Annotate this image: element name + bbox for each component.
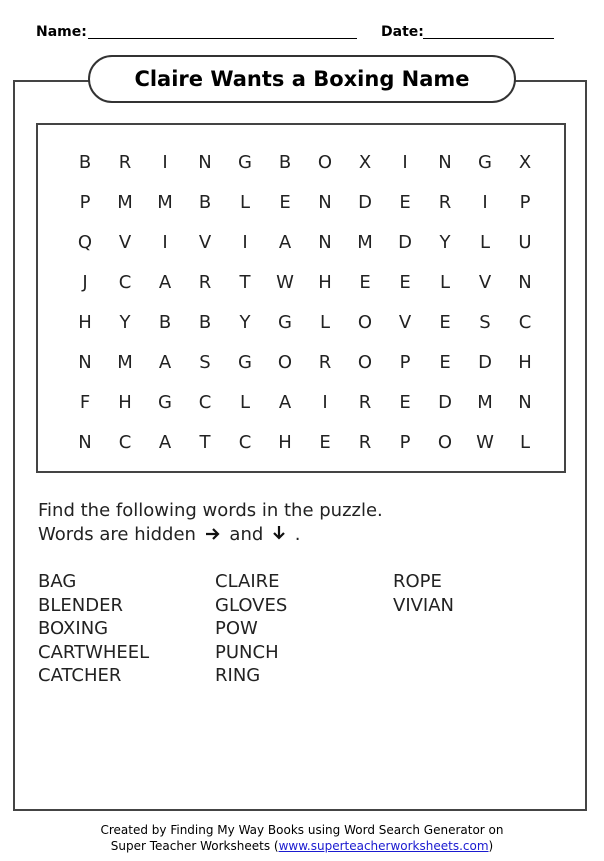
date-label: Date:: [381, 24, 424, 40]
word-item: BLENDER: [38, 594, 123, 616]
grid-row: [38, 148, 564, 178]
grid-letter[interactable]: R: [198, 272, 212, 293]
word-item: BAG: [38, 571, 77, 592]
grid-letter[interactable]: O: [317, 152, 333, 173]
title-text: Claire Wants a Boxing Name: [134, 67, 470, 91]
footer-line-2: [0, 838, 604, 854]
right-arrow-icon: [205, 525, 221, 546]
grid-letter[interactable]: O: [357, 312, 373, 333]
grid-letter[interactable]: F: [79, 392, 91, 413]
grid-letter[interactable]: I: [322, 392, 328, 413]
grid-letter[interactable]: Y: [119, 312, 131, 333]
grid-letter[interactable]: V: [198, 232, 212, 253]
grid-letter[interactable]: O: [277, 352, 293, 373]
grid-letter[interactable]: M: [477, 392, 493, 413]
grid-letter[interactable]: O: [437, 432, 453, 453]
grid-letter[interactable]: H: [118, 392, 132, 413]
grid-letter[interactable]: R: [358, 432, 372, 453]
grid-letter[interactable]: H: [278, 432, 292, 453]
word-item: CLAIRE: [215, 571, 280, 592]
grid-letter[interactable]: I: [402, 152, 408, 173]
instructions-line-2: [38, 524, 301, 546]
grid-letter[interactable]: S: [199, 352, 211, 373]
instructions-suffix: .: [294, 524, 301, 545]
grid-letter[interactable]: W: [276, 272, 294, 293]
grid-letter[interactable]: X: [358, 152, 372, 173]
grid-row: [38, 308, 564, 338]
grid-letter[interactable]: L: [239, 392, 251, 413]
grid-letter[interactable]: I: [162, 232, 168, 253]
grid-letter[interactable]: P: [399, 432, 411, 453]
grid-letter[interactable]: Y: [239, 312, 251, 333]
grid-letter[interactable]: M: [117, 192, 133, 213]
grid-letter[interactable]: B: [78, 152, 92, 173]
grid-letter[interactable]: Y: [439, 232, 451, 253]
grid-letter[interactable]: D: [438, 392, 452, 413]
grid-letter[interactable]: I: [162, 152, 168, 173]
grid-letter[interactable]: N: [198, 152, 212, 173]
grid-letter[interactable]: C: [198, 392, 212, 413]
grid-letter[interactable]: C: [238, 432, 252, 453]
grid-letter[interactable]: W: [476, 432, 494, 453]
grid-letter[interactable]: U: [518, 232, 532, 253]
grid-letter[interactable]: G: [478, 152, 492, 173]
grid-letter[interactable]: C: [518, 312, 532, 333]
footer-line-1: Created by Finding My Way Books using Word Search Generator on: [100, 823, 504, 837]
grid-letter[interactable]: B: [278, 152, 292, 173]
word-item: POW: [215, 618, 258, 640]
letter-grid: [38, 125, 564, 471]
grid-row: [38, 388, 564, 418]
footer-prefix: Super Teacher Worksheets (: [110, 839, 279, 853]
grid-row: [38, 228, 564, 258]
grid-letter[interactable]: N: [438, 152, 452, 173]
word-item: RING: [215, 665, 261, 687]
word-item: PUNCH: [215, 641, 279, 663]
grid-letter[interactable]: G: [158, 392, 172, 413]
grid-letter[interactable]: D: [358, 192, 372, 213]
grid-letter[interactable]: C: [118, 272, 132, 293]
footer-suffix: ): [488, 839, 494, 853]
grid-letter[interactable]: N: [318, 192, 332, 213]
grid-letter[interactable]: B: [198, 312, 212, 333]
word-list-column-1: [38, 570, 149, 688]
grid-letter[interactable]: L: [519, 432, 531, 453]
grid-letter[interactable]: M: [357, 232, 373, 253]
grid-letter[interactable]: T: [239, 272, 251, 293]
instructions-and: and: [229, 524, 264, 545]
grid-letter[interactable]: J: [82, 272, 88, 293]
down-arrow-icon: [272, 525, 286, 546]
grid-letter[interactable]: V: [478, 272, 492, 293]
grid-letter[interactable]: A: [158, 432, 172, 453]
word-item: BOXING: [38, 618, 109, 640]
date-line[interactable]: [423, 38, 554, 39]
grid-letter[interactable]: E: [319, 432, 331, 453]
grid-letter[interactable]: G: [238, 352, 252, 373]
grid-row: [38, 428, 564, 458]
grid-letter[interactable]: E: [399, 272, 411, 293]
grid-letter[interactable]: P: [399, 352, 411, 373]
word-list-column-2: [215, 570, 287, 688]
footer-link[interactable]: www.superteacherworksheets.com: [278, 839, 489, 853]
grid-row: [38, 188, 564, 218]
grid-letter[interactable]: R: [358, 392, 372, 413]
grid-letter[interactable]: S: [479, 312, 491, 333]
grid-letter[interactable]: G: [278, 312, 292, 333]
word-item: VIVIAN: [393, 594, 455, 616]
grid-letter[interactable]: B: [198, 192, 212, 213]
grid-letter[interactable]: L: [319, 312, 331, 333]
grid-letter[interactable]: A: [158, 352, 172, 373]
instructions-prefix: Words are hidden: [38, 524, 196, 545]
grid-row: [38, 268, 564, 298]
grid-letter[interactable]: N: [78, 352, 92, 373]
grid-letter[interactable]: N: [518, 272, 532, 293]
grid-letter[interactable]: A: [278, 392, 292, 413]
grid-letter[interactable]: E: [399, 392, 411, 413]
grid-letter[interactable]: N: [518, 392, 532, 413]
grid-letter[interactable]: P: [519, 192, 531, 213]
grid-letter[interactable]: M: [157, 192, 173, 213]
grid-letter[interactable]: E: [439, 352, 451, 373]
word-item: ROPE: [393, 571, 442, 592]
grid-letter[interactable]: E: [359, 272, 371, 293]
grid-letter[interactable]: H: [318, 272, 332, 293]
grid-letter[interactable]: D: [398, 232, 412, 253]
word-item: CATCHER: [38, 665, 122, 687]
worksheet-title: [88, 55, 516, 103]
grid-letter[interactable]: N: [78, 432, 92, 453]
grid-letter[interactable]: N: [318, 232, 332, 253]
grid-letter[interactable]: Q: [77, 232, 93, 253]
grid-letter[interactable]: R: [318, 352, 332, 373]
grid-letter[interactable]: R: [438, 192, 452, 213]
grid-letter[interactable]: E: [279, 192, 291, 213]
grid-letter[interactable]: E: [439, 312, 451, 333]
name-line[interactable]: [88, 38, 357, 39]
word-item: GLOVES: [215, 594, 288, 616]
grid-letter[interactable]: A: [158, 272, 172, 293]
grid-letter[interactable]: V: [118, 232, 132, 253]
puzzle-grid-box: [36, 123, 566, 473]
grid-letter[interactable]: I: [482, 192, 488, 213]
grid-letter[interactable]: L: [479, 232, 491, 253]
grid-letter[interactable]: H: [518, 352, 532, 373]
grid-letter[interactable]: I: [242, 232, 248, 253]
grid-letter[interactable]: R: [118, 152, 132, 173]
grid-letter[interactable]: A: [278, 232, 292, 253]
grid-letter[interactable]: X: [518, 152, 532, 173]
grid-row: [38, 348, 564, 378]
grid-letter[interactable]: P: [79, 192, 91, 213]
grid-letter[interactable]: G: [238, 152, 252, 173]
grid-letter[interactable]: D: [478, 352, 492, 373]
word-list-column-3: [393, 570, 454, 617]
word-item: CARTWHEEL: [38, 641, 150, 663]
grid-letter[interactable]: O: [357, 352, 373, 373]
grid-letter[interactable]: L: [239, 192, 251, 213]
grid-letter[interactable]: M: [117, 352, 133, 373]
grid-letter[interactable]: V: [398, 312, 412, 333]
grid-letter[interactable]: L: [439, 272, 451, 293]
grid-letter[interactable]: T: [199, 432, 211, 453]
grid-letter[interactable]: C: [118, 432, 132, 453]
name-label: Name:: [36, 24, 87, 40]
instructions-line-1: Find the following words in the puzzle.: [38, 500, 383, 521]
grid-letter[interactable]: E: [399, 192, 411, 213]
grid-letter[interactable]: H: [78, 312, 92, 333]
grid-letter[interactable]: B: [158, 312, 172, 333]
